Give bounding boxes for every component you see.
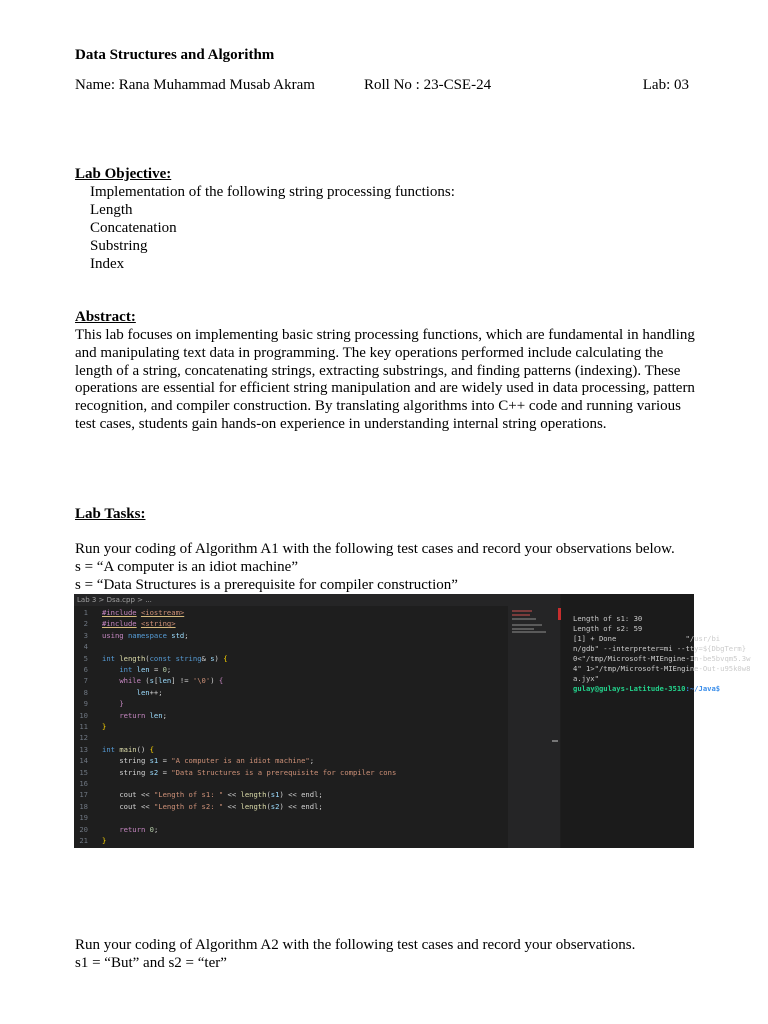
- terminal-line: [1] + Done "/usr/bi: [573, 634, 721, 643]
- objective-heading: Lab Objective:: [75, 166, 172, 182]
- task1-case1: s = “A computer is an idiot machine”: [75, 559, 298, 575]
- student-name: Name: Rana Muhammad Musab Akram: [75, 77, 315, 93]
- editor-breadcrumb: Lab 3 > Dsa.cpp > ...: [74, 594, 511, 606]
- abstract-text: This lab focuses on implementing basic string processing functions, which are fundamental in handling and manipulating text data in programming. The key operations performed include calculating the length of a string, concatenating strings, extracting substrings, and finding patterns (indexing). These operations are essential for efficient string manipulation and are widely used in data processing, pattern recognition, and compiler construction. By translating algorithms into C++ code and running various test cases, students gain hands-on experience in understanding internal string operations.: [75, 327, 695, 432]
- task2-case: s1 = “But” and s2 = “ter”: [75, 955, 227, 971]
- objective-item: Length: [90, 202, 133, 218]
- editor-minimap: [508, 594, 560, 848]
- terminal-line: a.jyx": [573, 674, 599, 683]
- task2-instruction: Run your coding of Algorithm A2 with the following test cases and record your observations.: [75, 937, 636, 953]
- task1-instruction: Run your coding of Algorithm A1 with the following test cases and record your observations below.: [75, 541, 675, 557]
- terminal-prompt: gulay@gulays-Latitude-3510:~/Java$: [573, 684, 721, 693]
- terminal-line: Length of s2: 59: [573, 624, 643, 633]
- tasks-heading: Lab Tasks:: [75, 506, 146, 522]
- terminal-line: Length of s1: 30: [573, 614, 643, 623]
- document-title: Data Structures and Algorithm: [75, 47, 275, 63]
- objective-intro: Implementation of the following string processing functions:: [90, 184, 455, 200]
- terminal-line: n/gdb" --interpreter=mi --tty=${DbgTerm}: [573, 644, 747, 653]
- objective-item: Index: [90, 256, 125, 272]
- objective-item: Concatenation: [90, 220, 177, 236]
- lab-number: Lab: 03: [642, 77, 689, 93]
- task1-case2: s = “Data Structures is a prerequisite for compiler construction”: [75, 577, 458, 593]
- objective-item: Substring: [90, 238, 148, 254]
- terminal-line: 0<"/tmp/Microsoft-MIEngine-In-be5bvqm5.3w: [573, 654, 751, 663]
- terminal-line: 4" 1>"/tmp/Microsoft-MIEngine-Out-u95k0w8: [573, 664, 751, 673]
- abstract-heading: Abstract:: [75, 309, 136, 325]
- code-output-screenshot: [74, 594, 751, 848]
- terminal-panel: [561, 594, 751, 848]
- code-editor: 1 #include <iostream> 2 #include <string> 3 using namespace std; 4 5 int length(const string& s) { 6 int len = 0; 7 while (s[len] != '\0') { 8 len++; 9 } 10 return len; 11 } 12 13 int main() { 14 string s1 = "A computer is an idiot machine"; 15 string s2 = "Data Structures is a prerequisite for compiler cons 16 17 cout << "Length of s1: " << length(s1) << endl; 18 cout << "Length of s2: " << length(s2) << endl; 19 20 return 0; 21 }: [79, 608, 397, 845]
- roll-number: Roll No : 23-CSE-24: [364, 77, 492, 93]
